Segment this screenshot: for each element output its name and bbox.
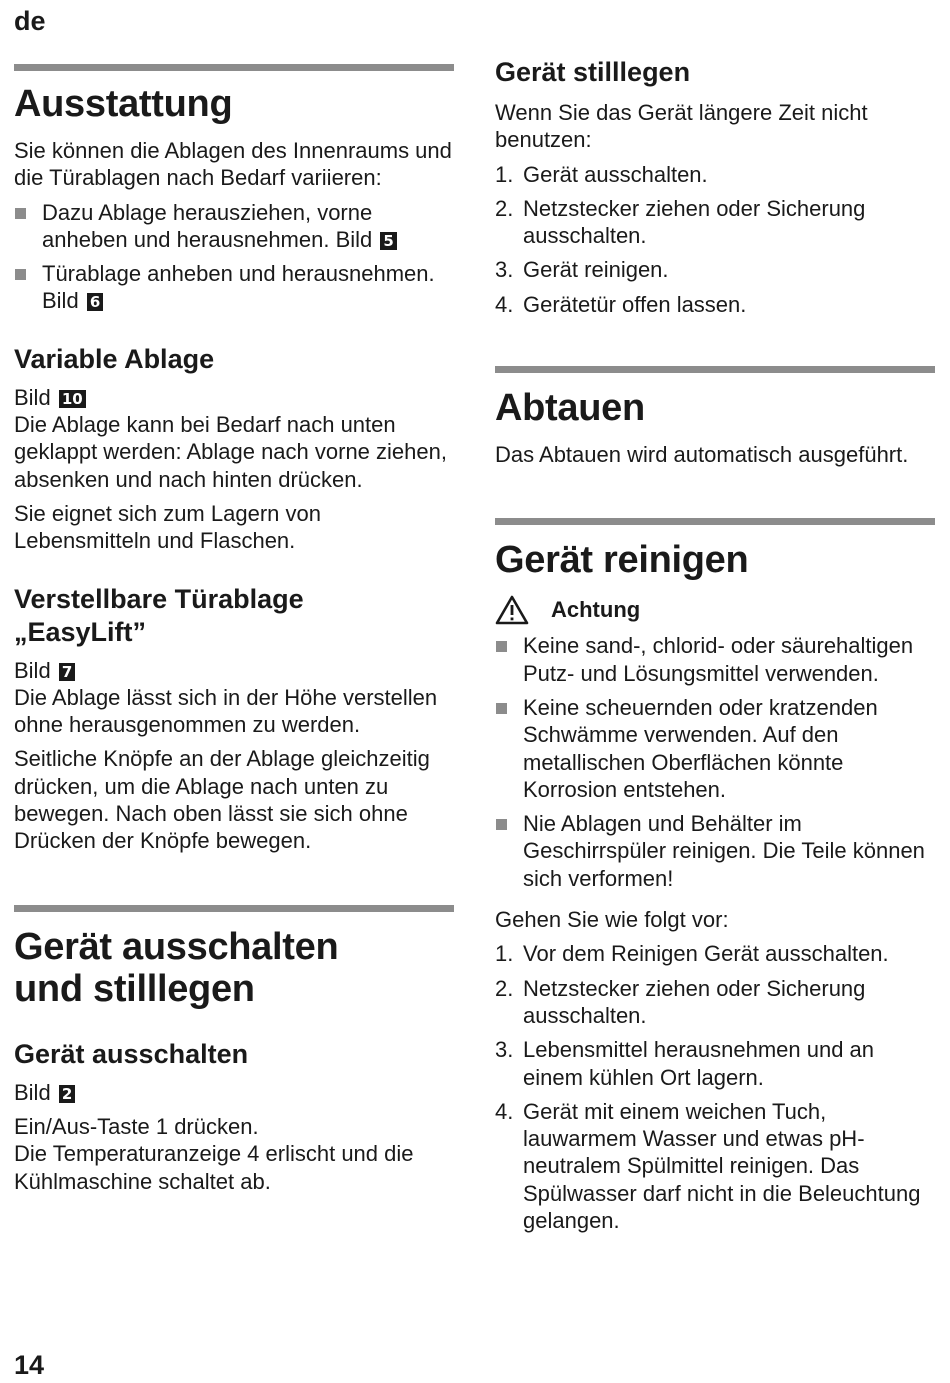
reinigen-steps (495, 940, 935, 1234)
list-item: Dazu Ablage herausziehen, vorne anheben und herausnehmen. Bild 5 (14, 199, 454, 254)
right-column (495, 0, 935, 1234)
stilllegen-intro: Wenn Sie das Gerät längere Zeit nicht benutzen: (495, 100, 868, 153)
list-item: 3. Lebensmittel herausnehmen und an einem kühlen Ort lagern. (495, 1037, 875, 1090)
figure-reference: Bild 2 (14, 1079, 454, 1106)
list-item: Keine scheuernden oder kratzenden Schwämme verwenden. Auf den metallischen Oberflächen könnte Korrosion entstehen. (495, 694, 935, 803)
ausschalten-paragraph-1: Ein/Aus-Taste 1 drücken. (14, 1113, 259, 1139)
page-number: 14 (14, 1350, 45, 1380)
list-item: Keine sand-, chlorid- oder säurehaltigen Putz- und Lösungsmittel verwenden. (495, 632, 935, 687)
list-item: 1. Vor dem Reinigen Gerät ausschalten. (495, 941, 889, 967)
ausstattung-intro: Sie können die Ablagen des Innenraums und die Türablagen nach Bedarf variieren: (14, 138, 452, 191)
heading-abtauen: Abtauen (495, 387, 645, 430)
reinigen-intro: Gehen Sie wie folgt vor: (495, 907, 729, 933)
figure-ref: 10 (59, 390, 86, 408)
language-code: de (14, 6, 46, 36)
warning-triangle-icon (495, 595, 529, 625)
list-item: Türablage anheben und herausnehmen. Bild 6 (14, 260, 454, 315)
section-rule (14, 64, 454, 71)
reinigen-warnings (495, 632, 935, 892)
figure-reference: Bild 7 (14, 657, 454, 684)
figure-ref: 5 (380, 232, 396, 250)
section-rule (14, 905, 454, 912)
left-column (14, 0, 454, 1195)
list-item: 4. Gerät mit einem weichen Tuch, lauwarmem Wasser und etwas pH-neutralem Spülmittel reinigen. Das Spülwasser darf nicht in die Beleuchtung gelangen. (495, 1098, 921, 1234)
ausschalten-paragraph-2: Die Temperaturanzeige 4 erlischt und die Kühlmaschine schaltet ab. (14, 1141, 414, 1194)
heading-variable-ablage: Variable Ablage (14, 343, 215, 374)
variable-paragraph-1: Die Ablage kann bei Bedarf nach unten geklappt werden: Ablage nach vorne ziehen, absenken und nach hinten drücken. (14, 412, 447, 492)
figure-ref: 6 (87, 293, 103, 311)
heading-geraet-ausschalten: Gerät ausschalten (14, 1038, 249, 1069)
figure-reference: Bild 10 (14, 384, 454, 411)
variable-paragraph-2: Sie eignet sich zum Lagern von Lebensmitteln und Flaschen. (14, 500, 321, 554)
figure-ref: 7 (59, 663, 75, 681)
heading-ausschalten-stilllegen: Gerät ausschalten und stilllegen (14, 925, 339, 1010)
easylift-paragraph-2: Seitliche Knöpfe an der Ablage gleichzeitig drücken, um die Ablage nach unten zu bewegen. Nach oben lässt sie sich ohne Drücken der Knöpfe bewegen. (14, 746, 430, 854)
warning-heading (495, 595, 935, 625)
list-item: 3. Gerät reinigen. (495, 257, 669, 283)
list-item: 4. Gerätetür offen lassen. (495, 291, 747, 317)
easylift-paragraph-1: Die Ablage lässt sich in der Höhe verstellen ohne herausgenommen zu werden. (14, 684, 438, 738)
section-rule (495, 366, 935, 373)
section-rule (495, 518, 935, 525)
stilllegen-steps (495, 161, 935, 318)
ausstattung-list (14, 199, 454, 315)
abtauen-paragraph: Das Abtauen wird automatisch ausgeführt. (495, 442, 909, 468)
heading-easylift: Verstellbare Türablage „EasyLift” (14, 583, 304, 647)
list-item: 2. Netzstecker ziehen oder Sicherung ausschalten. (495, 195, 866, 249)
warning-label: Achtung (551, 597, 641, 623)
figure-ref: 2 (59, 1085, 75, 1103)
list-item: Nie Ablagen und Behälter im Geschirrspüler reinigen. Die Teile können sich verformen! (495, 810, 935, 892)
heading-geraet-stilllegen: Gerät stilllegen (495, 57, 691, 87)
list-item: 2. Netzstecker ziehen oder Sicherung ausschalten. (495, 975, 866, 1028)
list-item: 1. Gerät ausschalten. (495, 161, 708, 187)
heading-ausstattung: Ausstattung (14, 83, 233, 125)
heading-geraet-reinigen: Gerät reinigen (495, 539, 749, 582)
